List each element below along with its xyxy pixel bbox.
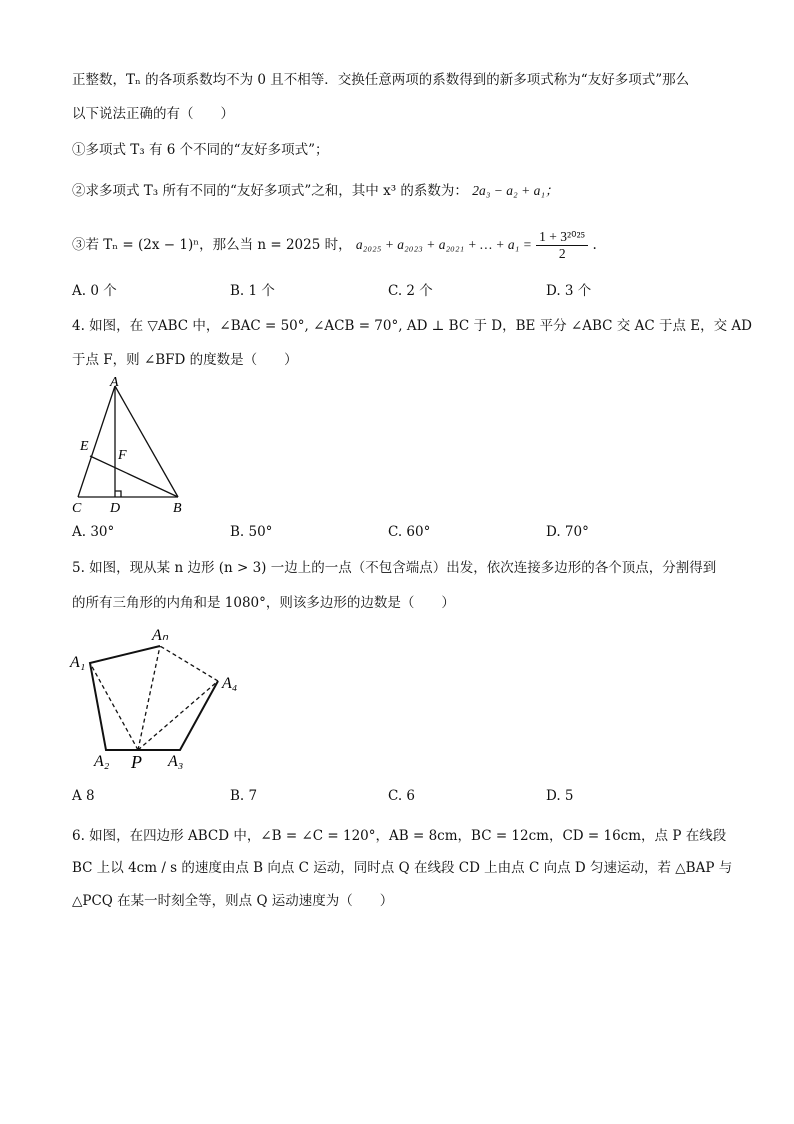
q3-statement-1: ①多项式 T₃ 有 6 个不同的“友好多项式”；: [72, 142, 329, 158]
q5-option-b[interactable]: B. 7: [230, 788, 258, 804]
q5-polygon-figure: [60, 620, 260, 775]
q6-line-2: BC 上以 4cm / s 的速度由点 B 向点 C 运动，同时点 Q 在线段 CD 上由点 C 向点 D 匀速运动，若 △BAP 与: [72, 860, 733, 876]
q3-statement-3-fraction: [536, 229, 588, 262]
q4-option-c[interactable]: C. 60°: [388, 524, 431, 540]
q4-label-e: E: [80, 439, 89, 454]
q4-triangle-figure: [60, 372, 200, 517]
q3-option-d[interactable]: D. 3 个: [546, 283, 592, 299]
q3-statement-3-end: .: [592, 237, 597, 253]
q5-label-p: P: [131, 752, 142, 772]
q4-line-1: 4. 如图，在 ▽ABC 中，∠BAC = 50°, ∠ACB = 70°, AD ⊥ BC 于 D，BE 平分 ∠ABC 交 AC 于点 E，交 AD: [72, 318, 752, 334]
q4-label-f: F: [118, 448, 127, 463]
q3-option-c[interactable]: C. 2 个: [388, 283, 433, 299]
q3-option-b[interactable]: B. 1 个: [230, 283, 275, 299]
q3-statement-2-expression: 2a₃ − a₂ + a₁；: [472, 183, 559, 198]
q3-line-1: 正整数，Tₙ 的各项系数均不为 0 且不相等．交换任意两项的系数得到的新多项式称为“友好多项式”那么: [72, 72, 690, 88]
q5-option-c[interactable]: C. 6: [388, 788, 416, 804]
q5-label-an: Aₙ: [152, 627, 169, 644]
q4-label-c: C: [72, 501, 82, 516]
q4-label-b: B: [173, 501, 182, 516]
q5-label-a3: A₃: [168, 753, 184, 770]
q3-statement-3: [72, 229, 597, 262]
q3-fraction-numerator: 1 + 3²⁰²⁵: [536, 229, 588, 246]
q4-option-b[interactable]: B. 50°: [230, 524, 273, 540]
q3-line-2: 以下说法正确的有（ ）: [72, 106, 234, 122]
q3-statement-3-text: ③若 Tₙ = (2x − 1)ⁿ，那么当 n = 2025 时，: [72, 237, 352, 253]
q3-fraction-denominator: 2: [558, 246, 566, 261]
q3-statement-2: [72, 181, 559, 201]
q5-label-a1: A₁: [70, 654, 86, 671]
q3-statement-2-text: ②求多项式 T₃ 所有不同的“友好多项式”之和，其中 x³ 的系数为：: [72, 183, 468, 199]
q6-line-1: 6. 如图，在四边形 ABCD 中，∠B = ∠C = 120°，AB = 8cm，BC = 12cm，CD = 16cm，点 P 在线段: [72, 828, 727, 844]
q5-label-a4: A₄: [222, 675, 238, 692]
q5-option-d[interactable]: D. 5: [546, 788, 574, 804]
q5-line-2: 的所有三角形的内角和是 1080°，则该多边形的边数是（ ）: [72, 595, 455, 611]
q4-label-d: D: [110, 501, 121, 516]
q4-option-a[interactable]: A. 30°: [72, 524, 115, 540]
q4-option-d[interactable]: D. 70°: [546, 524, 589, 540]
q4-line-2: 于点 F，则 ∠BFD 的度数是（ ）: [72, 352, 298, 368]
q3-option-a[interactable]: A. 0 个: [72, 283, 117, 299]
q5-line-1: 5. 如图，现从某 n 边形 (n > 3) 一边上的一点（不包含端点）出发，依次连接多边形的各个顶点，分割得到: [72, 560, 717, 576]
q3-statement-3-sum: a₂₀₂₅ + a₂₀₂₃ + a₂₀₂₁ + … + a₁ =: [355, 237, 532, 252]
q5-label-a2: A₂: [94, 753, 110, 770]
q4-label-a: A: [110, 375, 119, 390]
q6-line-3: △PCQ 在某一时刻全等，则点 Q 运动速度为（ ）: [72, 893, 394, 909]
q5-option-a[interactable]: A 8: [72, 788, 95, 804]
